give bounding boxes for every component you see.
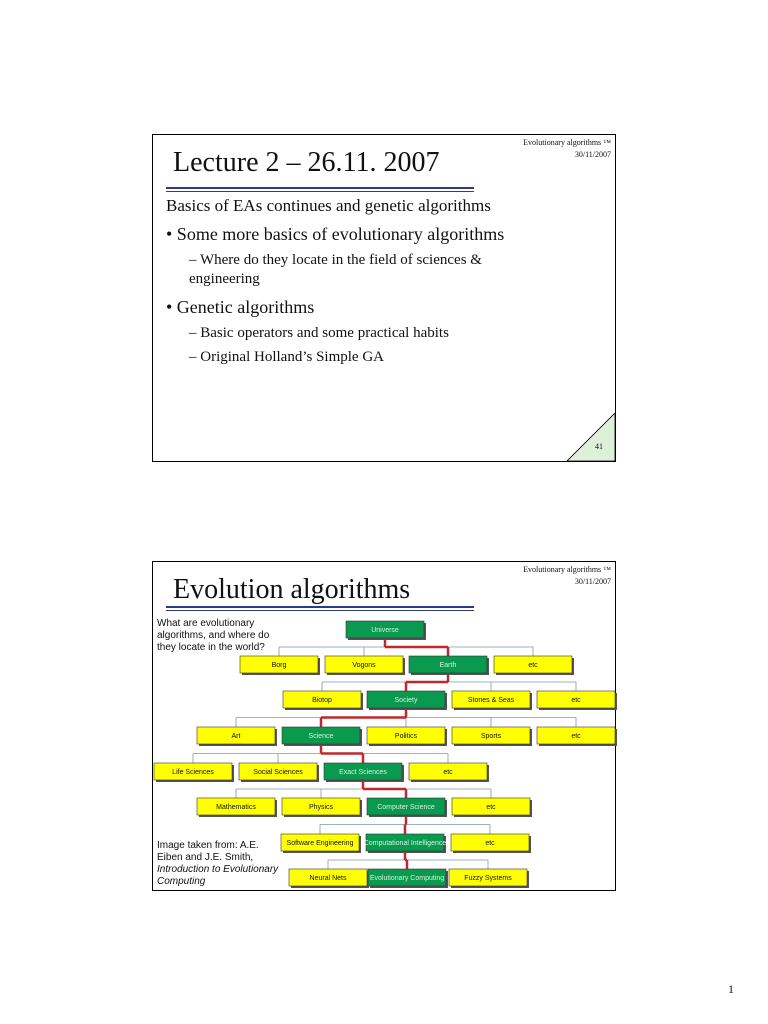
tree-node-label: Computational Intelligence bbox=[363, 840, 447, 847]
tree-node-label: Borg bbox=[271, 662, 287, 669]
slide-title: Lecture 2 – 26.11. 2007 bbox=[173, 147, 440, 178]
sub-bullet-item: – Where do they locate in the field of sciences & engineering bbox=[189, 252, 482, 287]
corner-triangle-icon bbox=[567, 413, 615, 461]
tree-node-label: Physics bbox=[308, 804, 334, 811]
tree-node-label: Society bbox=[394, 697, 418, 704]
tree-node-label: Vogons bbox=[352, 662, 376, 669]
title-rule bbox=[166, 187, 474, 189]
tree-node-label: etc bbox=[571, 733, 581, 740]
intro-question: What are evolutionary algorithms, and where do they locate in the world? bbox=[157, 618, 270, 653]
tree-node-label: etc bbox=[443, 769, 453, 776]
tree-node-label: Biotop bbox=[312, 697, 332, 704]
header-date: 30/11/2007 bbox=[574, 577, 611, 586]
tree-node-label: etc bbox=[486, 804, 496, 811]
slide-title: Evolution algorithms bbox=[173, 574, 411, 605]
header-date: 30/11/2007 bbox=[574, 150, 611, 159]
tree-node-label: Science bbox=[308, 733, 334, 740]
slide-2 bbox=[152, 561, 616, 891]
sub-bullet-item: – Basic operators and some practical habits bbox=[189, 325, 449, 341]
tree-node-label: Politics bbox=[394, 733, 418, 740]
tree-node-label: Computer Science bbox=[377, 804, 435, 811]
tree-node-label: Fuzzy Systems bbox=[464, 875, 512, 882]
tree-node-label: Universe bbox=[371, 627, 399, 634]
tree-node-label: etc bbox=[571, 697, 581, 704]
tree-node-label: Evolutionary Computing bbox=[369, 875, 445, 882]
sub-bullet-item: – Original Holland’s Simple GA bbox=[189, 349, 384, 365]
tree-node-label: Stones & Seas bbox=[467, 697, 515, 704]
tree-node-label: Art bbox=[231, 733, 241, 740]
tree-node-label: Sports bbox=[480, 733, 502, 740]
tree-node-label: Neural Nets bbox=[309, 875, 347, 882]
page-number: 1 bbox=[728, 982, 734, 996]
slide-1 bbox=[152, 134, 616, 462]
tree-node-label: Exact Sciences bbox=[339, 769, 387, 776]
science-tree-diagram bbox=[153, 562, 617, 892]
tree-node-label: etc bbox=[485, 840, 495, 847]
tree-node-label: etc bbox=[528, 662, 538, 669]
header-course: Evolutionary algorithms ™ bbox=[523, 565, 611, 574]
slide-number: 41 bbox=[595, 442, 603, 451]
bullet-item: • Some more basics of evolutionary algorithms bbox=[166, 224, 505, 244]
credit-authors: Image taken from: A.E. Eiben and J.E. Smith, bbox=[157, 840, 259, 863]
slide-subtitle: Basics of EAs continues and genetic algorithms bbox=[166, 196, 491, 215]
credit-book-title: Introduction to Evolutionary Computing bbox=[157, 864, 279, 887]
tree-node-label: Mathematics bbox=[216, 804, 256, 811]
tree-node-label: Earth bbox=[439, 662, 457, 669]
tree-node-label: Social Sciences bbox=[253, 769, 303, 776]
tree-node-label: Software Engineering bbox=[286, 840, 354, 847]
slide-header bbox=[523, 137, 611, 161]
header-course: Evolutionary algorithms ™ bbox=[523, 138, 611, 147]
bullet-item: • Genetic algorithms bbox=[166, 297, 315, 317]
tree-node-label: Life Sciences bbox=[172, 769, 214, 776]
title-rule-thin bbox=[166, 191, 474, 192]
